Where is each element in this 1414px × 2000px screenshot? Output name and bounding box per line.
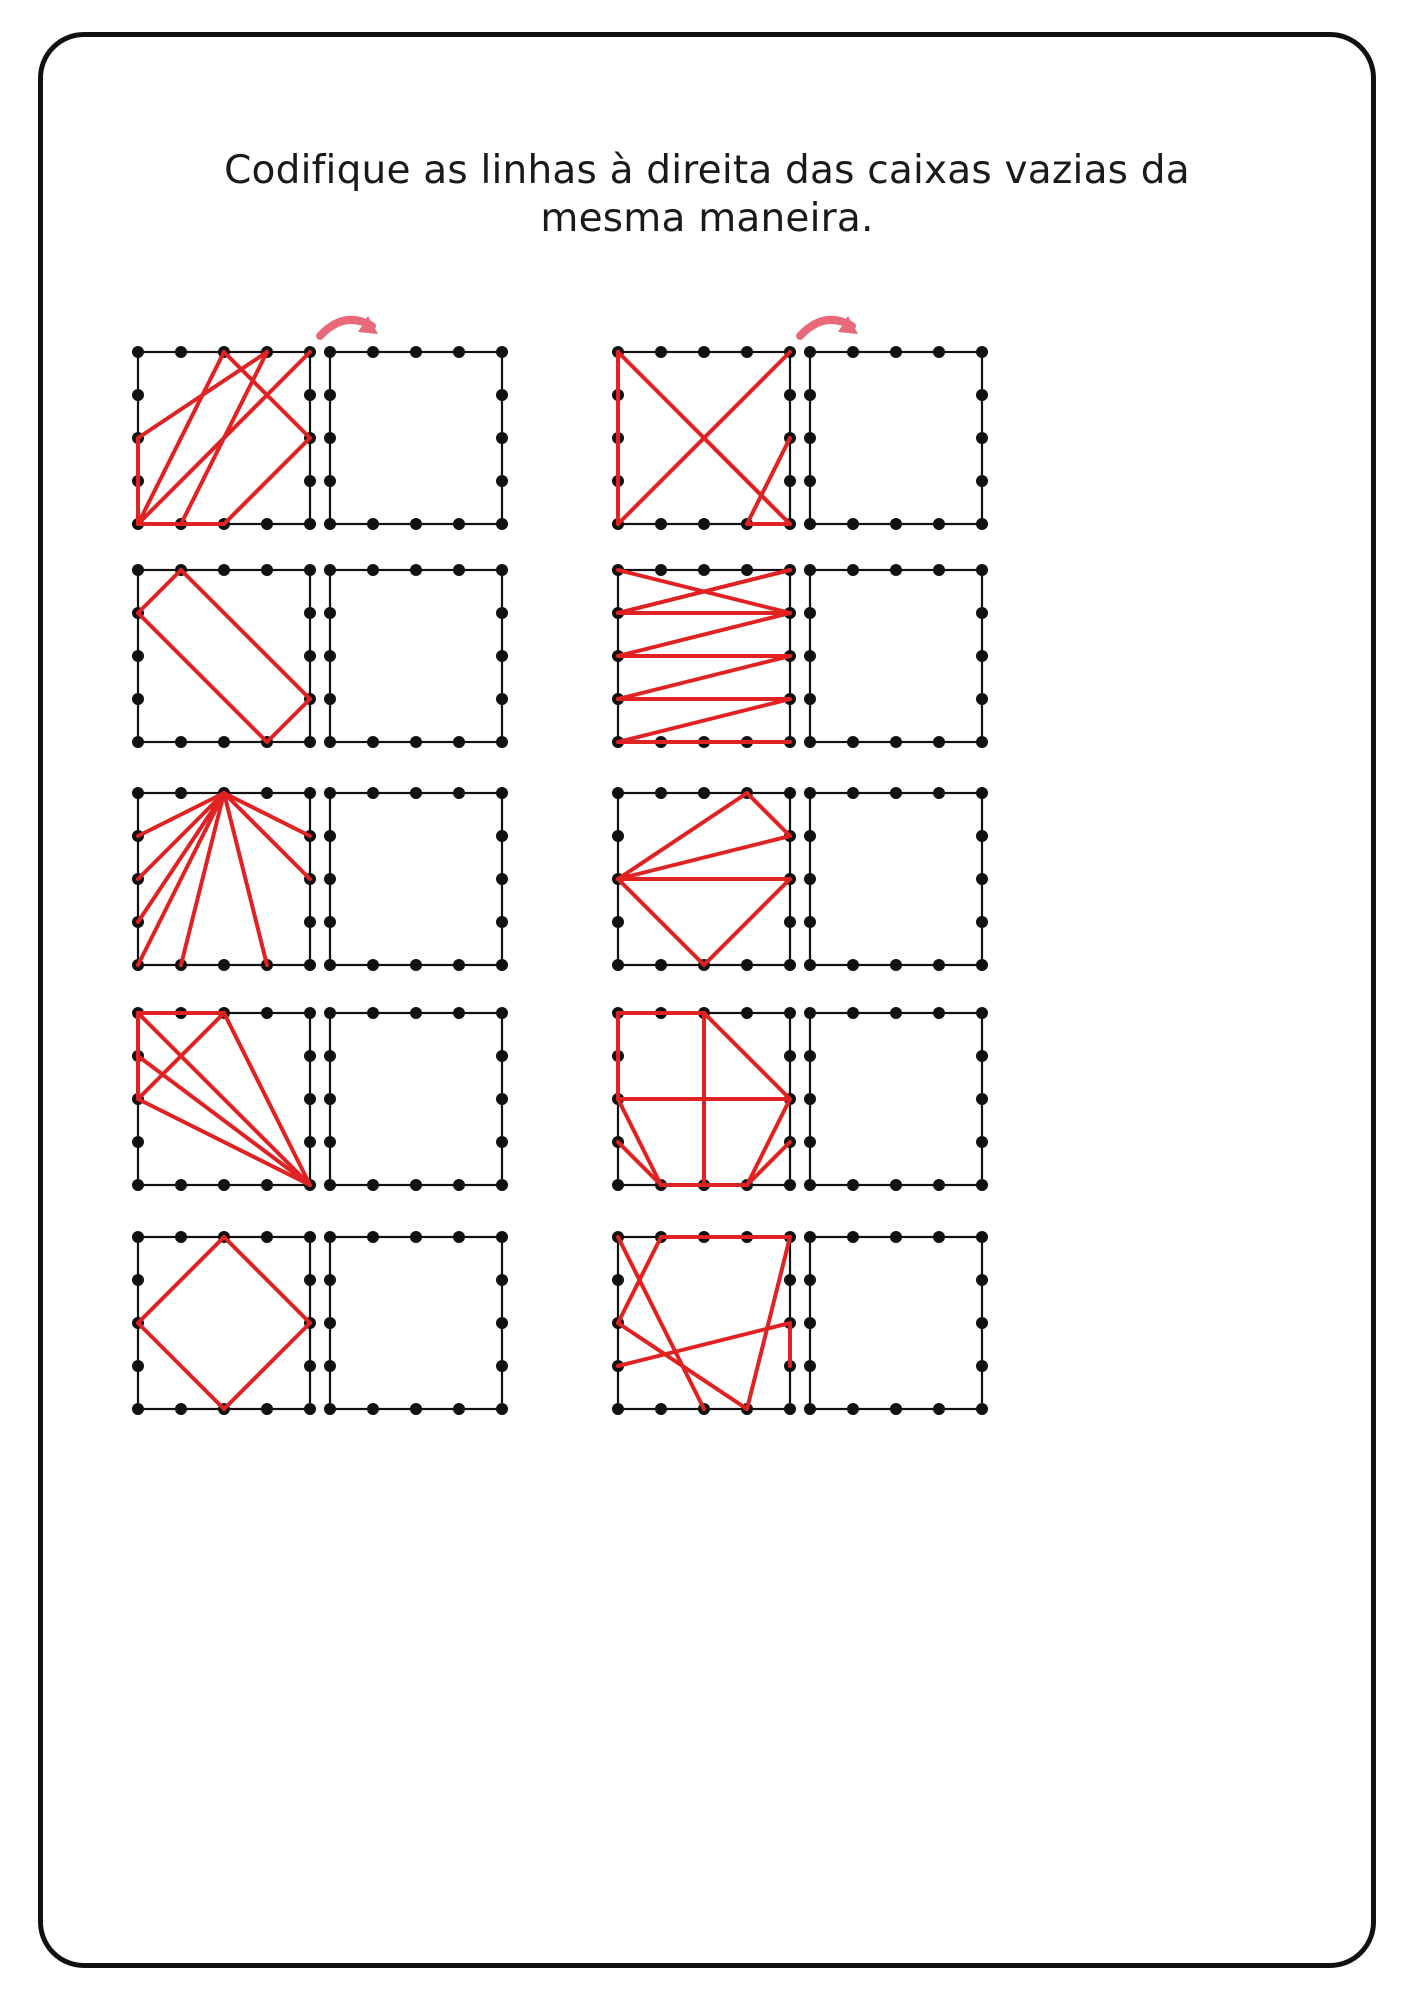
page-title-line-1: Codifique as linhas à direita das caixas vazias da: [224, 148, 1190, 193]
page-title-line-2: mesma maneira.: [540, 195, 874, 241]
page-title: [43, 147, 1371, 242]
worksheet-page: [38, 32, 1376, 1968]
